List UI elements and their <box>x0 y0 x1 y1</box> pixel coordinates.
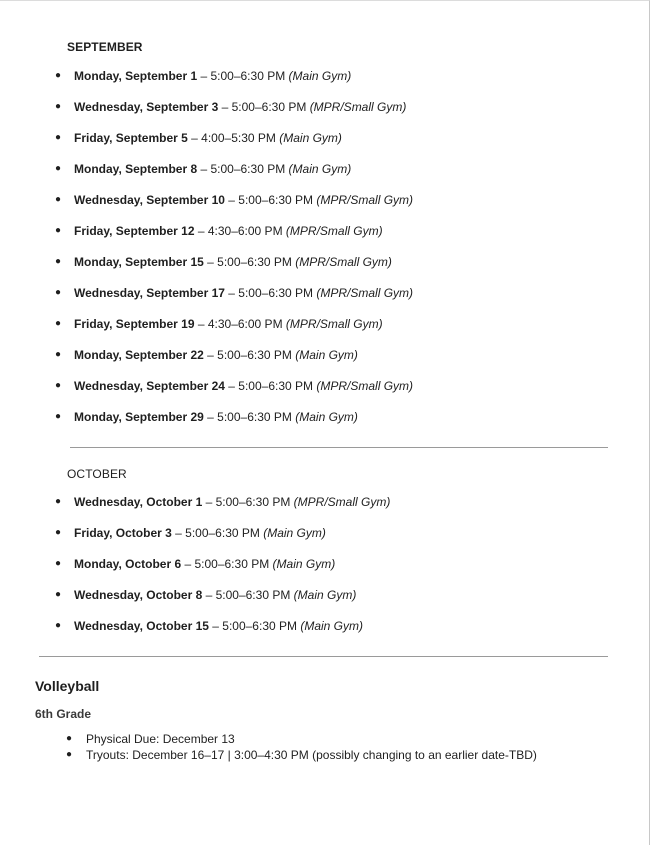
practice-date: Wednesday, October 15 <box>74 619 209 633</box>
section-divider <box>39 656 608 657</box>
practice-location: (MPR/Small Gym) <box>316 286 414 300</box>
bullet-icon: ● <box>55 589 62 600</box>
bullet-icon: ● <box>55 496 62 507</box>
practice-location: (Main Gym) <box>288 162 352 176</box>
practice-location: (MPR/Small Gym) <box>316 379 414 393</box>
practice-time: – 4:30–6:00 PM <box>194 317 286 331</box>
practice-location: (Main Gym) <box>295 348 358 362</box>
practice-date: Wednesday, October 8 <box>74 588 203 602</box>
practice-location: (Main Gym) <box>300 619 364 633</box>
practice-date: Wednesday, September 17 <box>74 286 225 300</box>
bullet-icon: ● <box>55 380 62 391</box>
practice-time: – 5:00–6:30 PM <box>218 100 310 114</box>
practice-location: (MPR/Small Gym) <box>309 100 407 114</box>
practice-time: – 5:00–6:30 PM <box>224 286 317 300</box>
practice-location: (Main Gym) <box>272 557 336 571</box>
practice-location: (Main Gym) <box>263 526 326 540</box>
practice-location: (Main Gym) <box>279 131 342 145</box>
practice-date: Wednesday, September 24 <box>74 379 225 393</box>
october-heading: OCTOBER <box>67 467 127 481</box>
practice-location: (MPR/Small Gym) <box>285 317 383 331</box>
practice-time: – 5:00–6:30 PM <box>224 193 317 207</box>
bullet-icon: ● <box>55 620 62 631</box>
september-heading: SEPTEMBER <box>67 40 143 54</box>
bullet-icon: ● <box>55 225 62 236</box>
practice-location: (Main Gym) <box>295 410 358 424</box>
bullet-icon: ● <box>55 287 62 298</box>
bullet-icon: ● <box>55 349 62 360</box>
practice-location: (MPR/Small Gym) <box>293 495 391 509</box>
bullet-icon: ● <box>55 163 62 174</box>
practice-location: (Main Gym) <box>288 69 352 83</box>
practice-location: (MPR/Small Gym) <box>285 224 383 238</box>
tryouts-text: Tryouts: December 16–17 | 3:00–4:30 PM (possibly changing to an earlier date-TBD) <box>86 748 537 762</box>
bullet-icon: ● <box>55 411 62 422</box>
practice-time: – 5:00–6:30 PM <box>202 588 294 602</box>
practice-date: Friday, October 3 <box>74 526 172 540</box>
practice-location: (MPR/Small Gym) <box>316 193 414 207</box>
practice-time: – 5:00–6:30 PM <box>208 619 301 633</box>
practice-time: – 5:00–6:30 PM <box>203 348 296 362</box>
practice-date: Friday, September 5 <box>74 131 188 145</box>
practice-time: – 5:00–6:30 PM <box>181 557 273 571</box>
bullet-icon: ● <box>55 70 62 81</box>
practice-time: – 5:00–6:30 PM <box>202 495 294 509</box>
practice-time: – 5:00–6:30 PM <box>203 410 296 424</box>
volleyball-heading: Volleyball <box>35 678 100 694</box>
section-divider <box>70 447 608 448</box>
practice-time: – 4:00–5:30 PM <box>187 131 280 145</box>
practice-date: Monday, October 6 <box>74 557 182 571</box>
bullet-icon: ● <box>55 256 62 267</box>
practice-date: Monday, September 15 <box>74 255 204 269</box>
bullet-icon: ● <box>55 101 62 112</box>
physical-due-text: Physical Due: December 13 <box>86 732 235 746</box>
practice-time: – 5:00–6:30 PM <box>171 526 264 540</box>
bullet-icon: ● <box>66 749 73 760</box>
practice-date: Monday, September 8 <box>74 162 198 176</box>
practice-date: Monday, September 29 <box>74 410 204 424</box>
practice-time: – 4:30–6:00 PM <box>194 224 286 238</box>
practice-date: Monday, September 22 <box>74 348 204 362</box>
bullet-icon: ● <box>55 318 62 329</box>
bullet-icon: ● <box>55 194 62 205</box>
bullet-icon: ● <box>55 132 62 143</box>
practice-time: – 5:00–6:30 PM <box>203 255 296 269</box>
practice-location: (Main Gym) <box>293 588 357 602</box>
practice-time: – 5:00–6:30 PM <box>197 69 289 83</box>
grade-subheading: 6th Grade <box>35 707 92 721</box>
practice-date: Wednesday, September 10 <box>74 193 225 207</box>
practice-time: – 5:00–6:30 PM <box>224 379 317 393</box>
practice-date: Friday, September 19 <box>74 317 195 331</box>
practice-date: Wednesday, September 3 <box>74 100 219 114</box>
practice-date: Wednesday, October 1 <box>74 495 203 509</box>
practice-date: Friday, September 12 <box>74 224 195 238</box>
bullet-icon: ● <box>66 733 73 744</box>
practice-time: – 5:00–6:30 PM <box>197 162 289 176</box>
bullet-icon: ● <box>55 527 62 538</box>
practice-location: (MPR/Small Gym) <box>295 255 392 269</box>
practice-date: Monday, September 1 <box>74 69 198 83</box>
bullet-icon: ● <box>55 558 62 569</box>
